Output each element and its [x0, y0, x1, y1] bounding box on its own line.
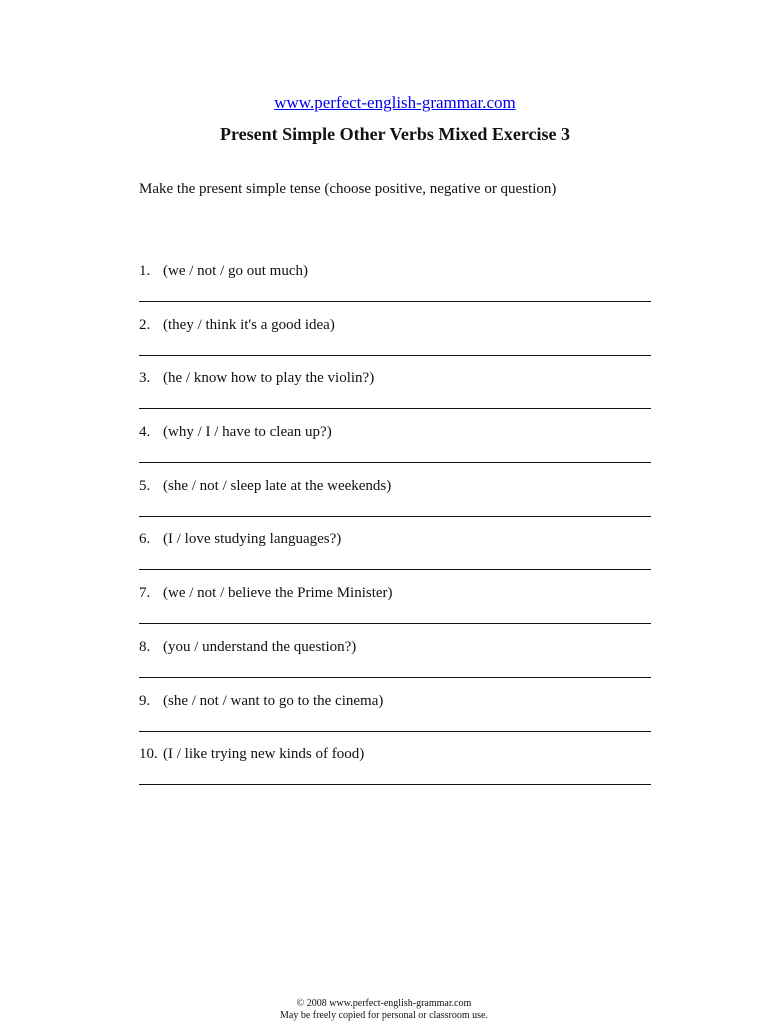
exercise-prompt: (why / I / have to clean up?) — [163, 424, 332, 441]
exercise-number: 1. — [139, 263, 151, 279]
exercise-item-2 — [139, 315, 651, 369]
answer-line[interactable] — [139, 462, 651, 463]
exercise-item-1 — [139, 261, 651, 315]
exercise-prompt: (she / not / want to go to the cinema) — [163, 692, 384, 709]
exercise-prompt: (I / like trying new kinds of food) — [163, 746, 365, 763]
exercise-number: 9. — [139, 692, 151, 709]
exercise-item-4 — [139, 422, 651, 476]
exercise-list — [139, 261, 651, 798]
exercise-prompt: (he / know how to play the violin?) — [163, 370, 375, 387]
exercise-item-10 — [139, 744, 651, 798]
exercise-prompt: (they / think it's a good idea) — [163, 316, 335, 333]
footer-license: May be freely copied for personal or classroom use. — [280, 1010, 488, 1021]
answer-line[interactable] — [139, 355, 651, 356]
page-title: Present Simple Other Verbs Mixed Exercise 3 — [220, 124, 570, 144]
answer-line[interactable] — [139, 623, 651, 624]
exercise-number: 7. — [139, 585, 151, 602]
exercise-item-5 — [139, 476, 651, 530]
answer-line[interactable] — [139, 784, 651, 785]
site-link[interactable]: www.perfect-english-grammar.com — [274, 93, 516, 112]
footer — [0, 998, 768, 1022]
answer-line[interactable] — [139, 408, 651, 409]
exercise-number: 6. — [139, 531, 151, 548]
exercise-number: 10. — [139, 746, 158, 763]
exercise-prompt: (she / not / sleep late at the weekends) — [163, 477, 392, 494]
answer-line[interactable] — [139, 301, 651, 302]
exercise-prompt: (we / not / believe the Prime Minister) — [163, 585, 393, 602]
exercise-number: 3. — [139, 370, 151, 387]
exercise-number: 5. — [139, 477, 151, 494]
exercise-item-9 — [139, 691, 651, 745]
exercise-item-6 — [139, 529, 651, 583]
exercise-number: 4. — [139, 424, 151, 441]
answer-line[interactable] — [139, 569, 651, 570]
answer-line[interactable] — [139, 677, 651, 678]
exercise-prompt: (you / understand the question?) — [163, 638, 357, 655]
answer-line[interactable] — [139, 731, 651, 732]
exercise-item-7 — [139, 583, 651, 637]
instruction-text: Make the present simple tense (choose positive, negative or question) — [139, 181, 557, 197]
footer-copyright: © 2008 www.perfect-english-grammar.com — [296, 998, 472, 1009]
exercise-number: 2. — [139, 316, 151, 333]
exercise-item-3 — [139, 368, 651, 422]
exercise-number: 8. — [139, 638, 151, 655]
answer-line[interactable] — [139, 516, 651, 517]
exercise-item-8 — [139, 637, 651, 691]
exercise-prompt: (we / not / go out much) — [163, 263, 308, 279]
exercise-prompt: (I / love studying languages?) — [163, 531, 342, 548]
